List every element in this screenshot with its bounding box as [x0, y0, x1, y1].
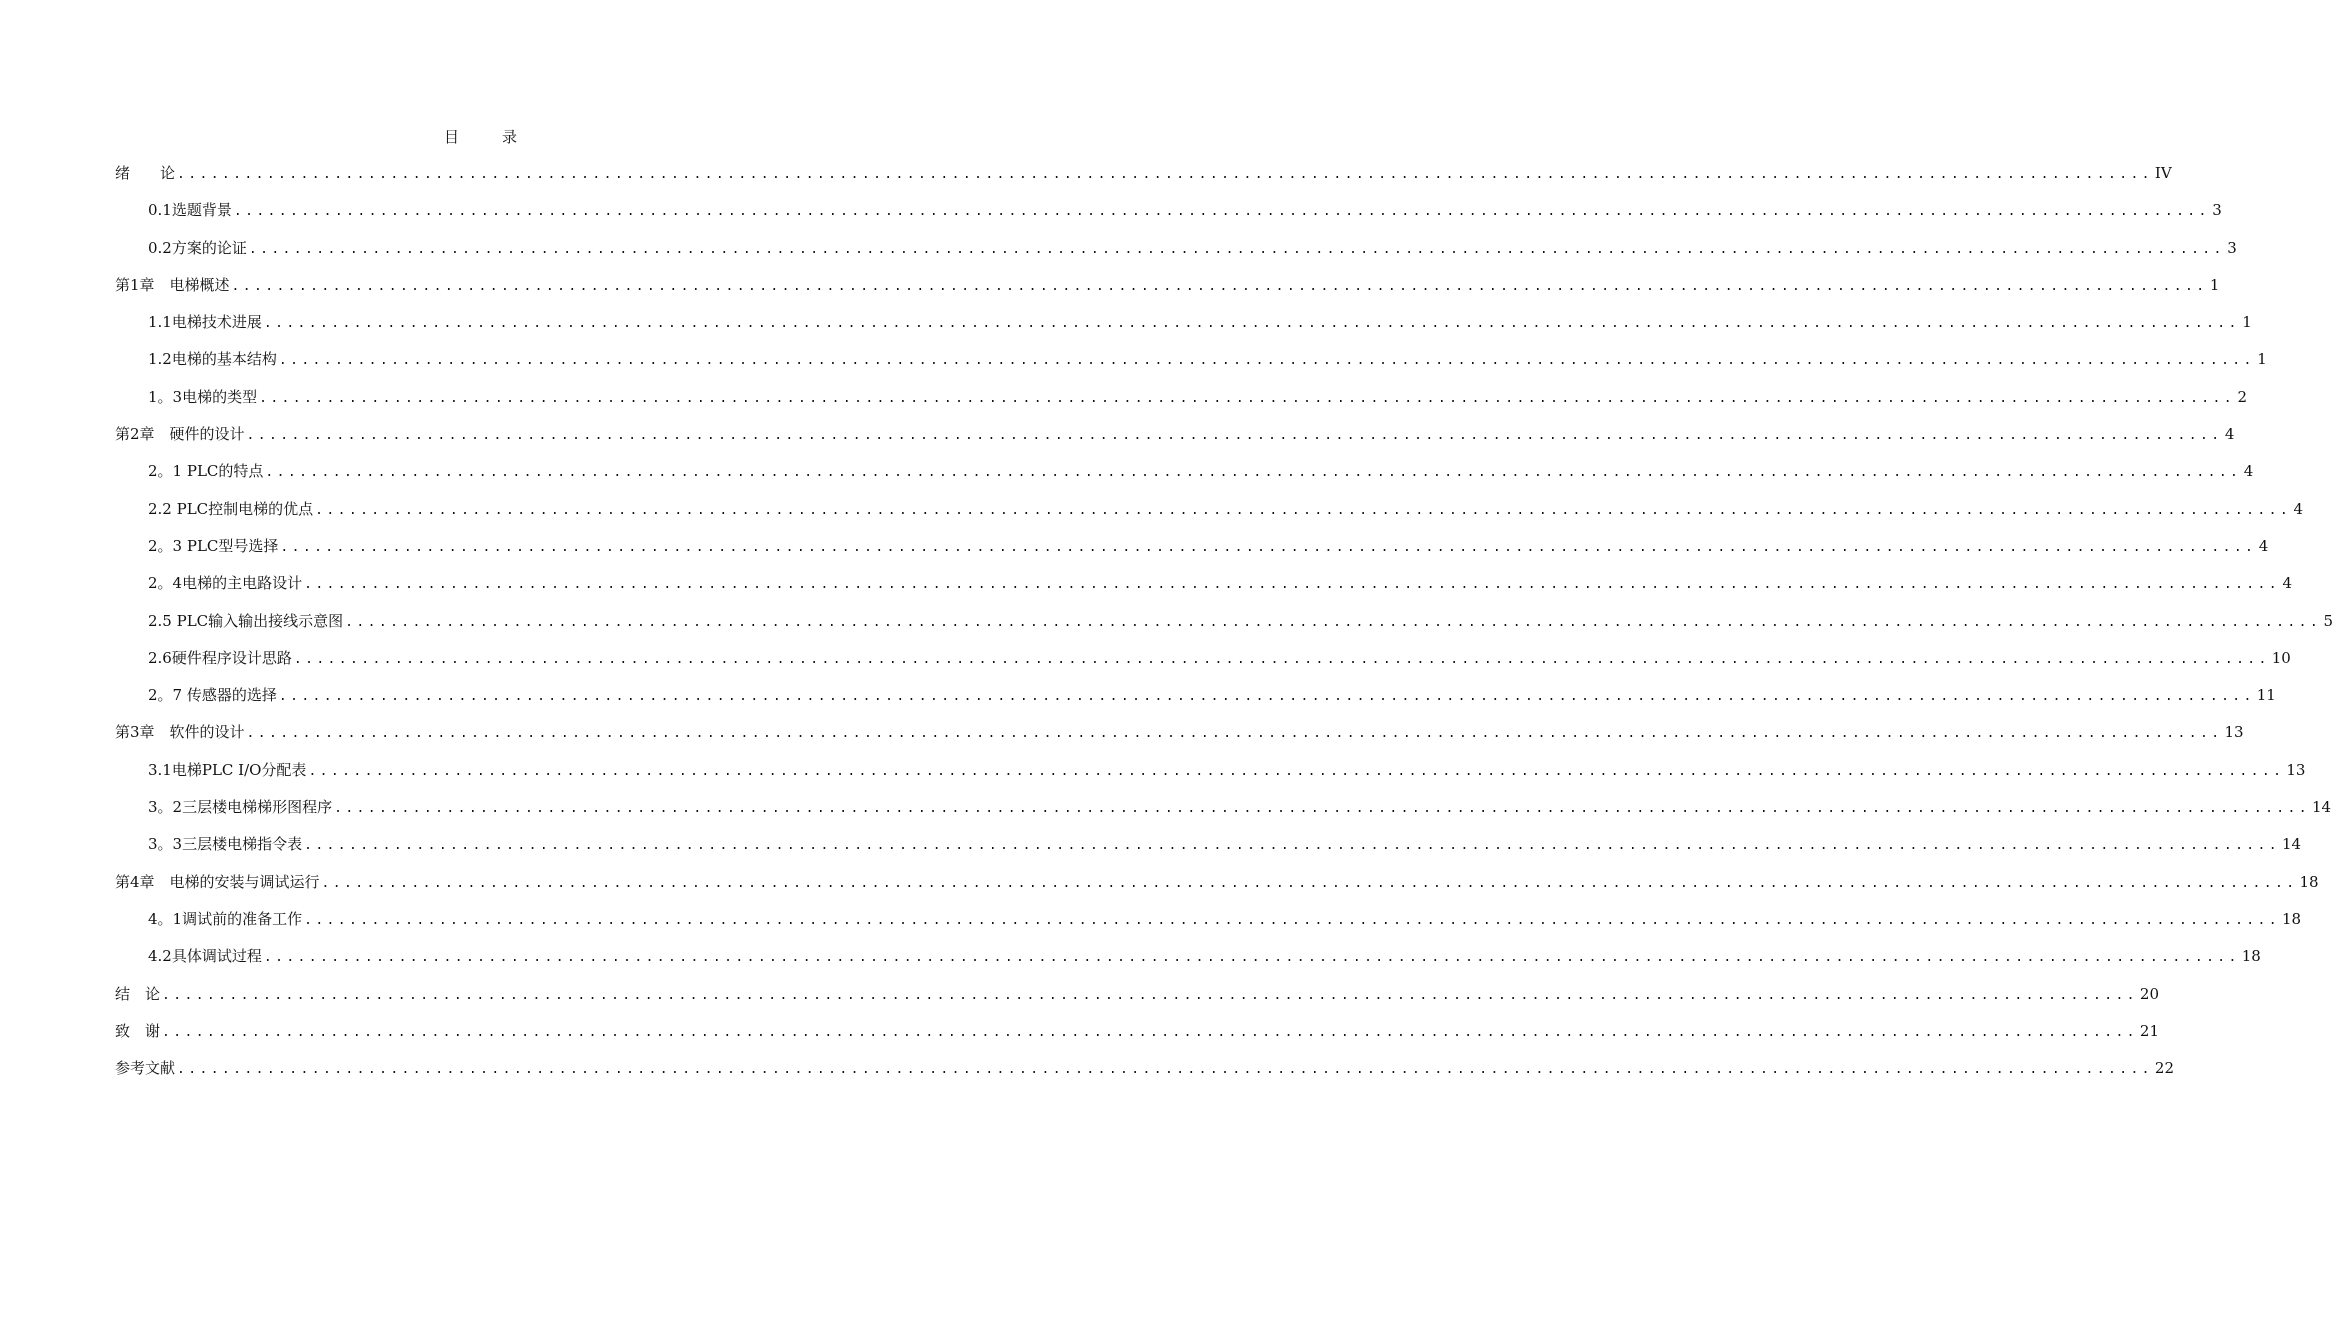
- toc-entry-page: 4: [2293, 499, 2304, 518]
- toc-entry-page: 14: [2312, 798, 2332, 817]
- toc-entry: [115, 901, 2302, 938]
- toc-leader-dots: ................................................................................................................................................................................: [308, 763, 2285, 779]
- toc-entry-text: 2.6硬件程序设计思路: [148, 648, 292, 667]
- toc-entry-page: 1: [2242, 313, 2252, 332]
- toc-entry: [115, 640, 2291, 677]
- toc-entry-page: 4: [2243, 462, 2254, 481]
- toc-entry-text: 0.1选题背景: [148, 201, 232, 220]
- toc-entry-page: IV: [2154, 164, 2172, 182]
- toc-entry: [115, 864, 2319, 901]
- toc-entry: [115, 976, 2160, 1013]
- toc-entry-page: 18: [2241, 947, 2261, 966]
- toc-entry-page: 2: [2237, 387, 2247, 406]
- toc-entry-text: 2.5 PLC输入输出接线示意图: [148, 611, 344, 630]
- toc-entry-page: 3: [2227, 238, 2237, 257]
- toc-entry: [115, 491, 2304, 528]
- toc-entry-text: 1。3电梯的类型: [148, 387, 258, 406]
- toc-entry: [115, 826, 2302, 863]
- toc-entry: [115, 1013, 2160, 1050]
- toc-entry-page: 20: [2139, 984, 2160, 1003]
- toc-entry-page: 13: [2224, 723, 2244, 742]
- toc-entry-text: 第3章 软件的设计: [115, 723, 245, 742]
- toc-leader-dots: ................................................................................................................................................................................: [304, 577, 2280, 593]
- toc-entry: [115, 528, 2269, 565]
- toc-entry: [115, 341, 2267, 378]
- toc-entry-text: 2.2 PLC控制电梯的优点: [148, 499, 314, 518]
- toc-leader-dots: ................................................................................................................................................................................: [263, 950, 2240, 966]
- toc-leader-dots: ................................................................................................................................................................................: [162, 1024, 2138, 1040]
- toc-entry-text: 1.2电梯的基本结构: [148, 350, 277, 369]
- toc-entry-text: 致 谢: [115, 1021, 161, 1040]
- toc-entry-page: 5: [2323, 611, 2333, 630]
- toc-leader-dots: ................................................................................................................................................................................: [315, 502, 2292, 518]
- toc-leader-dots: ................................................................................................................................................................................: [321, 875, 2298, 891]
- toc-entry-text: 4.2具体调试过程: [148, 947, 262, 966]
- toc-entry-text: 1.1电梯技术进展: [148, 313, 262, 332]
- toc-entry-text: 第4章 电梯的安装与调试运行: [115, 872, 320, 891]
- toc-list: [115, 155, 2333, 1087]
- toc-entry-page: 4: [2282, 574, 2292, 593]
- toc-entry-text: 2。7 传感器的选择: [148, 686, 277, 705]
- toc-entry: [115, 789, 2332, 826]
- toc-entry: [115, 192, 2222, 229]
- toc-title: 目 录: [443, 128, 531, 146]
- toc-leader-dots: ................................................................................................................................................................................: [334, 801, 2310, 817]
- toc-entry-page: 1: [2209, 275, 2220, 294]
- toc-entry-text: 第1章 电梯概述: [115, 275, 230, 294]
- toc-leader-dots: ................................................................................................................................................................................: [280, 539, 2257, 555]
- toc-leader-dots: ................................................................................................................................................................................: [248, 241, 2225, 257]
- toc-leader-dots: ................................................................................................................................................................................: [278, 689, 2255, 705]
- toc-entry-text: 结 论: [115, 984, 161, 1003]
- toc-entry-page: 18: [2299, 872, 2319, 891]
- toc-leader-dots: ................................................................................................................................................................................: [263, 316, 2240, 332]
- toc-entry: [115, 267, 2220, 304]
- toc-entry-text: 参考文献: [115, 1059, 176, 1078]
- toc-entry-page: 18: [2282, 909, 2302, 928]
- toc-entry-page: 13: [2286, 760, 2306, 779]
- toc-leader-dots: ................................................................................................................................................................................: [278, 353, 2255, 369]
- toc-entry-text: 2。4电梯的主电路设计: [148, 574, 303, 593]
- toc-entry: [115, 155, 2172, 192]
- toc-entry-text: 3。3三层楼电梯指令表: [148, 835, 303, 854]
- toc-entry-text: 第2章 硬件的设计: [115, 425, 245, 444]
- toc-entry: [115, 230, 2237, 267]
- toc-entry: [115, 677, 2276, 714]
- toc-entry: [115, 714, 2244, 751]
- toc-entry-text: 3.1电梯PLC I/O分配表: [148, 760, 307, 779]
- toc-entry-text: 2。1 PLC的特点: [148, 462, 264, 481]
- toc-entry: [115, 416, 2235, 453]
- toc-leader-dots: ................................................................................................................................................................................: [177, 1062, 2153, 1078]
- toc-leader-dots: ................................................................................................................................................................................: [246, 428, 2223, 444]
- toc-entry-text: 2。3 PLC型号选择: [148, 536, 279, 555]
- toc-entry: [115, 603, 2333, 640]
- toc-leader-dots: ................................................................................................................................................................................: [233, 204, 2210, 220]
- toc-entry-page: 10: [2271, 648, 2291, 667]
- toc-entry: [115, 1050, 2175, 1087]
- toc-entry-page: 1: [2257, 350, 2267, 369]
- toc-leader-dots: ................................................................................................................................................................................: [177, 167, 2153, 182]
- toc-entry-page: 14: [2282, 835, 2302, 854]
- toc-entry-page: 4: [2258, 536, 2269, 555]
- toc-leader-dots: ................................................................................................................................................................................: [345, 614, 2322, 630]
- toc-leader-dots: ................................................................................................................................................................................: [231, 278, 2208, 294]
- toc-entry: [115, 752, 2306, 789]
- toc-entry: [115, 453, 2254, 490]
- toc-entry-page: 21: [2139, 1021, 2160, 1040]
- toc-leader-dots: ................................................................................................................................................................................: [246, 726, 2223, 742]
- toc-entry-page: 11: [2256, 686, 2276, 705]
- toc-entry: [115, 304, 2252, 341]
- toc-leader-dots: ................................................................................................................................................................................: [162, 987, 2138, 1003]
- toc-leader-dots: ................................................................................................................................................................................: [293, 651, 2270, 667]
- toc-entry-text: 3。2三层楼电梯梯形图程序: [148, 798, 333, 817]
- toc-leader-dots: ................................................................................................................................................................................: [259, 390, 2235, 406]
- toc-entry-page: 4: [2224, 425, 2235, 444]
- toc-leader-dots: ................................................................................................................................................................................: [304, 912, 2280, 928]
- toc-leader-dots: ................................................................................................................................................................................: [304, 838, 2280, 854]
- toc-entry: [115, 565, 2292, 602]
- toc-entry: [115, 379, 2247, 416]
- toc-leader-dots: ................................................................................................................................................................................: [265, 465, 2242, 481]
- toc-entry-text: 绪 论: [115, 164, 176, 182]
- toc-entry-text: 4。1调试前的准备工作: [148, 909, 303, 928]
- toc-entry: [115, 938, 2261, 975]
- toc-entry-page: 22: [2154, 1059, 2175, 1078]
- toc-entry-text: 0.2方案的论证: [148, 238, 247, 257]
- toc-entry-page: 3: [2212, 201, 2222, 220]
